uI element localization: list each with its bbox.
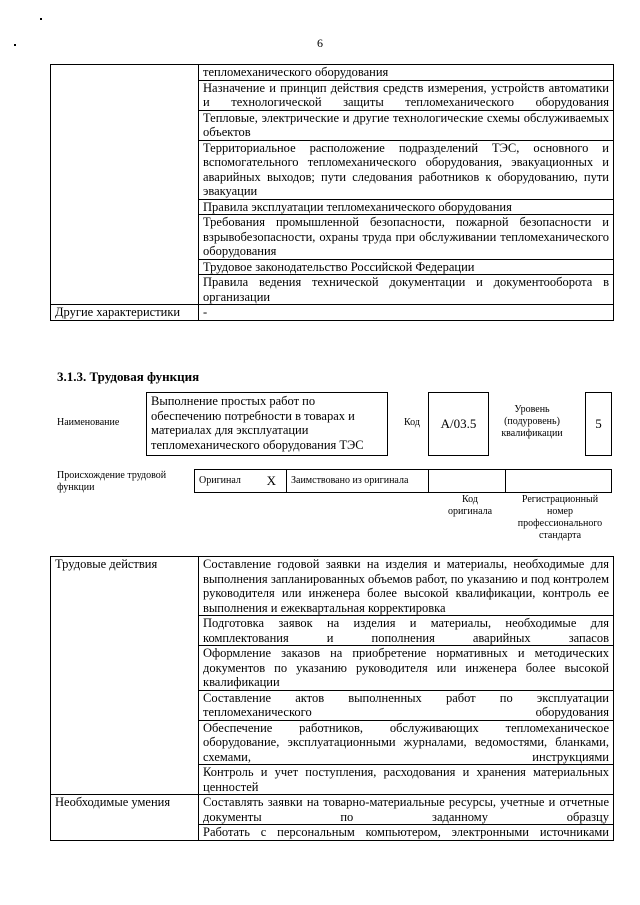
- table-cell: -: [199, 305, 614, 321]
- row-label: Трудовые действия: [51, 557, 199, 795]
- section-heading: 3.1.3. Трудовая функция: [57, 369, 200, 384]
- row-label: Другие характеристики: [51, 305, 199, 321]
- table-cell: Правила эксплуатации тепломеханического оборудования: [199, 199, 614, 215]
- name-label: Наименование: [57, 417, 120, 428]
- level-label: Уровень (подуровень) квалификации: [501, 404, 563, 439]
- labor-actions-table: [50, 556, 614, 841]
- table-cell: Контроль и учет поступления, расходования и хранения материальных ценностей: [199, 765, 614, 795]
- table-cell: тепломеханического оборудования: [199, 65, 614, 81]
- code-original-caption: Код оригинала: [447, 494, 493, 517]
- original-label: Оригинал: [199, 475, 241, 486]
- level-box: 5: [585, 392, 612, 456]
- table-cell: Правила ведения технической документации и документооборота в организации: [199, 275, 614, 305]
- table-row: [51, 795, 614, 825]
- table-cell: Трудовое законодательство Российской Федерации: [199, 259, 614, 275]
- function-name-box: Выполнение простых работ по обеспечению потребности в товарах и материалах для эксплуатации тепломеханического оборудования ТЭС: [146, 392, 388, 456]
- table-cell: Назначение и принцип действия средств измерения, устройств автоматики и технологической защиты тепломеханического оборудования: [199, 80, 614, 110]
- code-label: Код: [404, 417, 420, 428]
- table-cell: Требования промышленной безопасности, пожарной безопасности и взрывобезопасности, охраны труда при обслуживании тепломеханического оборудования: [199, 215, 614, 260]
- table-cell: Территориальное расположение подразделений ТЭС, основного и вспомогательного тепломеханического оборудования, эвакуационных и аварийных выходов; пути следования работников к оборудованию, пути эвакуации: [199, 140, 614, 199]
- knowledge-table: [50, 64, 614, 321]
- table-cell: Оформление заказов на приобретение нормативных и методических документов по указанию руководителя или инженера более высокой квалификации: [199, 646, 614, 691]
- row-label-empty: [51, 65, 199, 305]
- reg-number-cell: [506, 469, 612, 493]
- function-code-box: А/03.5: [428, 392, 489, 456]
- table-cell: Обеспечение работников, обслуживающих тепломеханическое оборудование, эксплуатационными журналами, ведомостями, бланками, схемами, инструкциями: [199, 720, 614, 765]
- table-cell: Тепловые, электрические и другие технологические схемы обслуживаемых объектов: [199, 110, 614, 140]
- table-row: [51, 557, 614, 616]
- origin-row: [194, 469, 612, 493]
- original-mark: Х: [266, 473, 276, 488]
- code-original-cell: [429, 469, 506, 493]
- scan-mark: [40, 18, 42, 20]
- table-cell: Составление актов выполненных работ по эксплуатации тепломеханического оборудования: [199, 690, 614, 720]
- table-row: [51, 65, 614, 81]
- table-cell: Работать с персональным компьютером, электронными источниками: [199, 825, 614, 841]
- table-row: [51, 305, 614, 321]
- borrowed-cell: Заимствовано из оригинала: [286, 469, 429, 493]
- page-number: 6: [317, 36, 323, 50]
- table-cell: Подготовка заявок на изделия и материалы, необходимые для комплектования и пополнения аварийных запасов: [199, 616, 614, 646]
- original-cell: [194, 469, 286, 493]
- table-cell: Составление годовой заявки на изделия и материалы, необходимые для выполнения запланированных объемов работ, по указанию и под контролем руководителя или инженера более высокой квалификации, контроль ее выполнения и ежеквартальная корректировка: [199, 557, 614, 616]
- reg-number-caption: Регистрационный номер профессионального стандарта: [517, 494, 603, 541]
- table-cell: Составлять заявки на товарно-материальные ресурсы, учетные и отчетные документы по заданному образцу: [199, 795, 614, 825]
- origin-label: Происхождение трудовой функции: [57, 470, 167, 493]
- row-label: Необходимые умения: [51, 795, 199, 841]
